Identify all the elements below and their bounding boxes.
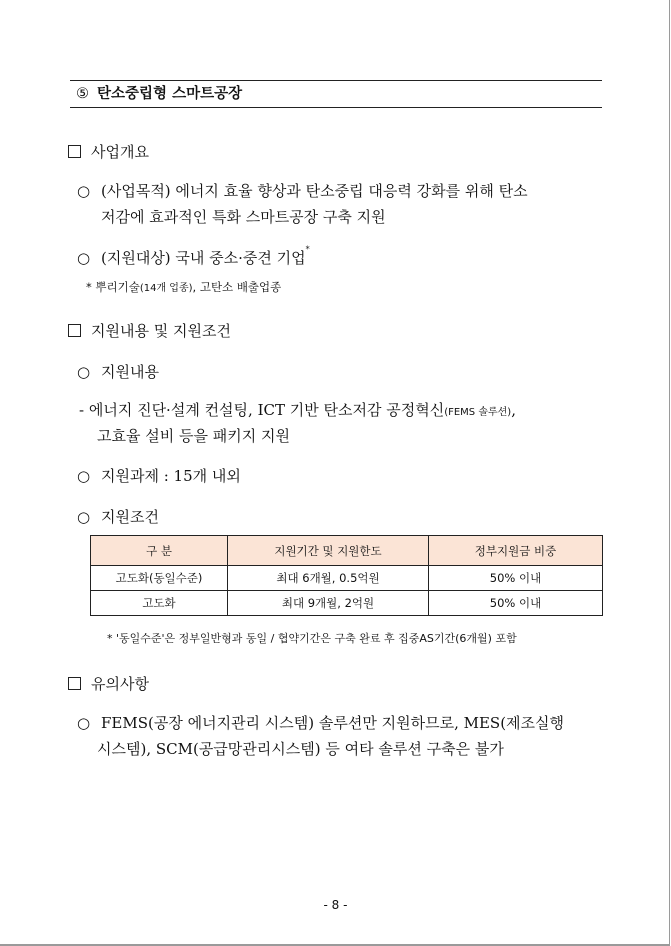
checkbox-square-icon — [68, 677, 81, 690]
table-cell: 50% 이내 — [429, 566, 603, 591]
table-cell: 50% 이내 — [429, 591, 603, 616]
circle-bullet-icon: ○ — [77, 467, 91, 485]
table-header: 구 분 — [91, 536, 228, 566]
caution-line-1 — [77, 712, 564, 733]
section-number: ⑤ — [76, 86, 89, 102]
circle-bullet-icon: ○ — [77, 249, 91, 267]
target-line — [77, 247, 310, 268]
caution-line-2: 시스템), SCM(공급망관리시스템) 등 여타 솔루션 구축은 불가 — [97, 740, 504, 758]
table-note: * '동일수준'은 정부일반형과 동일 / 협약기간은 구축 완료 후 집중AS기간(6개월) 포함 — [107, 632, 517, 645]
table-cell: 최대 6개월, 0.5억원 — [228, 566, 429, 591]
section-title-text: 탄소중립형 스마트공장 — [97, 86, 243, 102]
caution-heading-text: 유의사항 — [91, 675, 149, 693]
content-line-1 — [79, 399, 516, 420]
conditions-label-text: 지원조건 — [101, 508, 159, 526]
caution-text-1: FEMS(공장 에너지관리 시스템) 솔루션만 지원하므로, MES(제조실행 — [101, 714, 565, 732]
checkbox-square-icon — [68, 145, 81, 158]
footnote-mark: * — [305, 245, 310, 254]
section-title — [70, 80, 602, 108]
conditions-table — [90, 535, 603, 616]
table-header: 정부지원금 비중 — [429, 536, 603, 566]
overview-heading — [68, 141, 149, 162]
circle-bullet-icon: ○ — [77, 714, 91, 732]
purpose-text-1: (사업목적) 에너지 효율 향상과 탄소중립 대응력 강화를 위해 탄소 — [101, 182, 528, 200]
table-cell: 최대 9개월, 2억원 — [228, 591, 429, 616]
checkbox-square-icon — [68, 324, 81, 337]
caution-heading — [68, 673, 149, 694]
page-number: - 8 - — [323, 898, 348, 912]
support-heading — [68, 320, 231, 341]
table-header-row — [91, 536, 603, 566]
content-label-text: 지원내용 — [101, 363, 159, 381]
target-text: (지원대상) 국내 중소·중견 기업 — [101, 249, 306, 267]
tasks-line — [77, 465, 241, 486]
table-header: 지원기간 및 지원한도 — [228, 536, 429, 566]
note-prefix: * 뿌리기술 — [86, 280, 140, 294]
circle-bullet-icon: ○ — [77, 363, 91, 381]
note-small: (14개 업종) — [139, 283, 193, 294]
circle-bullet-icon: ○ — [77, 508, 91, 526]
purpose-line-1 — [77, 180, 528, 201]
note-suffix: , 고탄소 배출업종 — [192, 280, 282, 294]
circle-bullet-icon: ○ — [77, 182, 91, 200]
content-text-1: - 에너지 진단·설계 컨설팅, ICT 기반 탄소저감 공정혁신 — [79, 401, 445, 419]
tasks-text: 지원과제 : 15개 내외 — [101, 467, 241, 485]
purpose-line-2: 저감에 효과적인 특화 스마트공장 구축 지원 — [101, 208, 386, 226]
content-end: , — [511, 401, 516, 419]
overview-heading-text: 사업개요 — [91, 143, 149, 161]
table-row — [91, 566, 603, 591]
table-row — [91, 591, 603, 616]
support-heading-text: 지원내용 및 지원조건 — [91, 322, 231, 340]
content-small: (FEMS 솔루션) — [444, 407, 512, 418]
target-note — [86, 279, 281, 295]
content-label — [77, 361, 159, 382]
table-cell: 고도화 — [91, 591, 228, 616]
table-cell: 고도화(동일수준) — [91, 566, 228, 591]
conditions-label — [77, 506, 159, 527]
content-line-2: 고효율 설비 등을 패키지 지원 — [97, 427, 290, 445]
